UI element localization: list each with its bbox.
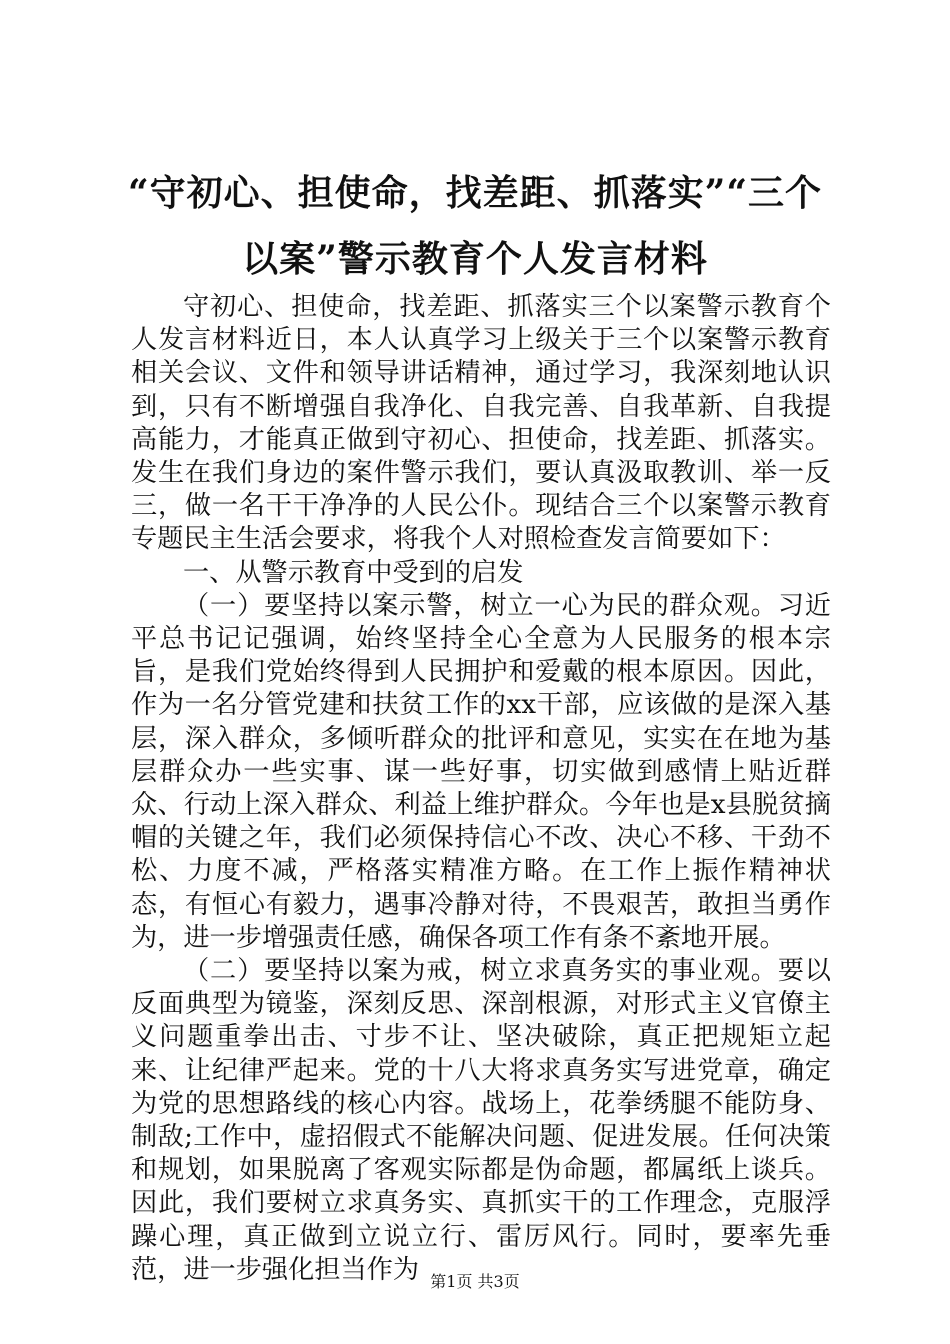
section-heading: 一、从警示教育中受到的启发 [183,557,524,588]
title-line-1: “守初心、担使命，找差距、抓落实”“三个 [127,172,823,214]
title-line-2: 以案”警示教育个人发言材料 [242,238,708,280]
page-footer: 第1页 共3页 [430,1272,520,1291]
document-title [120,160,830,292]
intro-paragraph: 守初心、担使命，找差距、抓落实三个以案警示教育个人发言材料近日，本人认真学习上级关于三个以案警示教育相关会议、文件和领导讲话精神，通过学习，我深刻地认识到，只有不断增强自我净化、自我完善、自我革新、自我提高能力，才能真正做到守初心、担使命，找差距、抓落实。发生在我们身边的案件警示我们，要认真汲取教训、举一反三，做一名干干净净的人民公仆。现结合三个以案警示教育专题民主生活会要求，将我个人对照检查发言简要如下： [131,292,831,555]
body-paragraph-2: （二）要坚持以案为戒，树立求真务实的事业观。要以反面典型为镜鉴，深刻反思、深剖根源，对形式主义官僚主义问题重拳出击、寸步不让、坚决破除，真正把规矩立起来、让纪律严起来。党的十八大将求真务实写进党章，确定为党的思想路线的核心内容。战场上，花拳绣腿不能防身、制敌;工作中，虚招假式不能解决问题、促进发展。任何决策和规划，如果脱离了客观实际都是伪命题，都属纸上谈兵。因此，我们要树立求真务实、真抓实干的工作理念，克服浮躁心理，真正做到立说立行、雷厉风行。同时，要率先垂范，进一步强化担当作为 [131,956,831,1285]
document-body [131,291,831,1287]
body-paragraph-1: （一）要坚持以案示警，树立一心为民的群众观。习近平总书记记强调，始终坚持全心全意为人民服务的根本宗旨，是我们党始终得到人民拥护和爱戴的根本原因。因此，作为一名分管党建和扶贫工作的xx干部，应该做的是深入基层，深入群众，多倾听群众的批评和意见，实实在在地为基层群众办一些实事、谋一些好事，切实做到感情上贴近群众、行动上深入群众、利益上维护群众。今年也是x县脱贫摘帽的关键之年，我们必须保持信心不改、决心不移、干劲不松、力度不减，严格落实精准方略。在工作上振作精神状态，有恒心有毅力，遇事冷静对待，不畏艰苦，敢担当勇作为，进一步增强责任感，确保各项工作有条不紊地开展。 [131,590,831,953]
